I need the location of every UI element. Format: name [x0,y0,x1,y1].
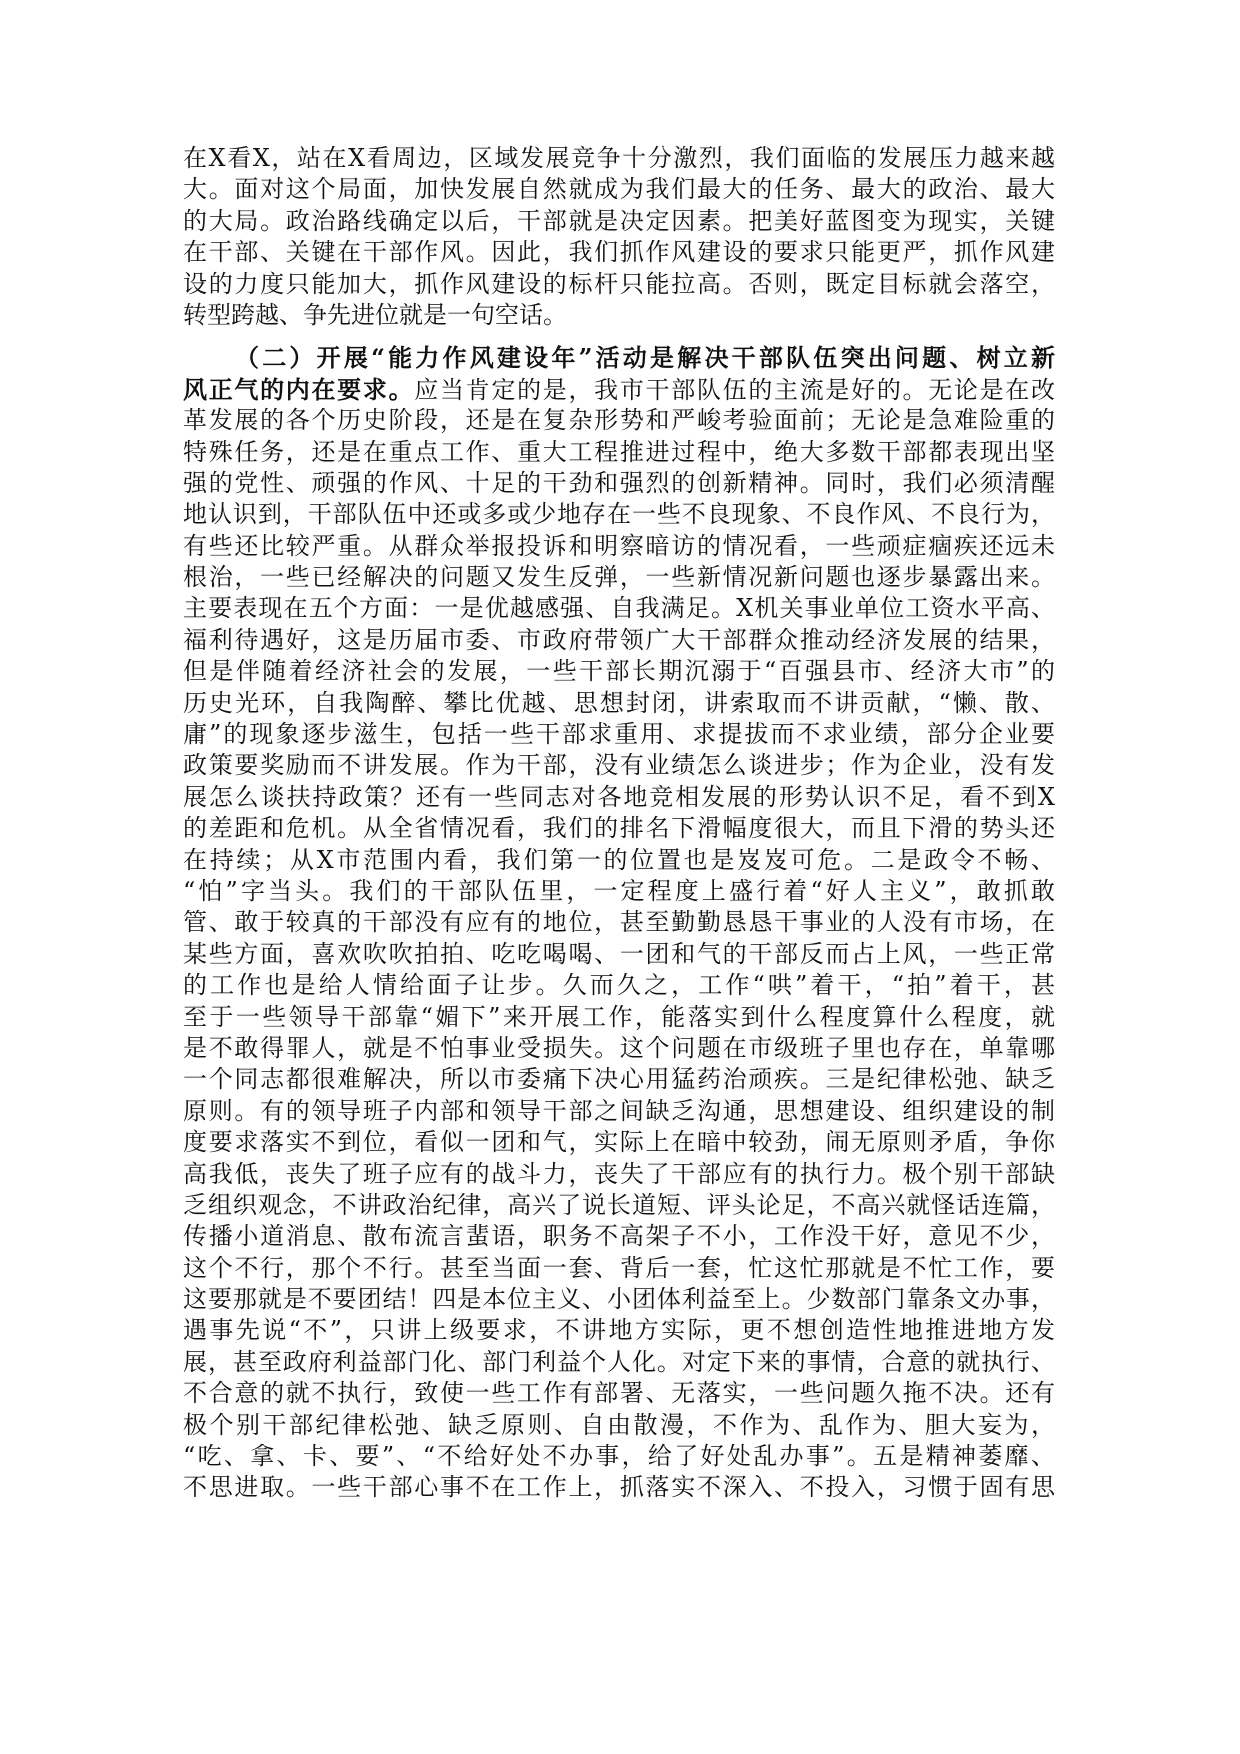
section-heading-line: （二）开展“能力作风建设年”活动是解决干部队伍突出问题、树立新 [235,343,1055,373]
paragraph-1 [183,143,1055,331]
text-line: 这要那就是不要团结！四是本位主义、小团体利益至上。少数部门靠条文办事， [183,1285,1055,1314]
text-line: 转型跨越、争先进位就是一句空话。 [183,300,567,329]
text-line: 至于一些领导干部靠“媚下”来开展工作，能落实到什么程度算什么程度，就 [183,1002,1055,1031]
text-segment: 应当肯定的是，我市干部队伍的主流是好的。无论是在改 [414,375,1055,404]
text-line: 展，甚至政府利益部门化、部门利益个人化。对定下来的事情，合意的就执行、 [183,1347,1055,1376]
text-line [183,374,1055,405]
text-line: 高我低，丧失了班子应有的战斗力，丧失了干部应有的执行力。极个别干部缺 [183,1159,1055,1188]
text-line: 不合意的就不执行，致使一些工作有部署、无落实，一些问题久拖不决。还有 [183,1379,1055,1408]
text-line: 传播小道消息、散布流言蜚语，职务不高架子不小，工作没干好，意见不少， [183,1222,1055,1251]
text-line: 的差距和危机。从全省情况看，我们的排名下滑幅度很大，而且下滑的势头还 [183,814,1055,843]
text-line: 某些方面，喜欢吹吹拍拍、吃吃喝喝、一团和气的干部反而占上风，一些正常 [183,939,1055,968]
text-line: 地认识到，干部队伍中还或多或少地存在一些不良现象、不良作风、不良行为， [183,500,1055,529]
text-line: 主要表现在五个方面：一是优越感强、自我满足。X机关事业单位工资水平高、 [183,594,1055,623]
text-line: 管、敢于较真的干部没有应有的地位，甚至勤勤恳恳干事业的人没有市场，在 [183,908,1055,937]
section-heading-end: 风正气的内在要求。 [183,374,415,404]
text-line: 是不敢得罪人，就是不怕事业受损失。这个问题在市级班子里也存在，单靠哪 [183,1033,1055,1062]
text-line: 大。面对这个局面，加快发展自然就成为我们最大的任务、最大的政治、最大 [183,175,1055,204]
text-line: 福利待遇好，这是历届市委、市政府带领广大干部群众推动经济发展的结果， [183,625,1055,654]
text-line: 原则。有的领导班子内部和领导干部之间缺乏沟通，思想建设、组织建设的制 [183,1096,1055,1125]
text-line: “怕”字当头。我们的干部队伍里，一定程度上盛行着“好人主义”，敢抓敢 [183,876,1055,905]
text-line: 的工作也是给人情给面子让步。久而久之，工作“哄”着干，“拍”着干，甚 [183,971,1055,1000]
text-line: 革发展的各个历史阶段，还是在复杂形势和严峻考验面前；无论是急难险重的 [183,406,1055,435]
text-line: 根治，一些已经解决的问题又发生反弹，一些新情况新问题也逐步暴露出来。 [183,563,1055,592]
text-line: 不思进取。一些干部心事不在工作上，抓落实不深入、不投入，习惯于固有思 [183,1473,1055,1502]
text-line: 庸”的现象逐步滋生，包括一些干部求重用、求提拔而不求业绩，部分企业要 [183,720,1055,749]
text-line: 设的力度只能加大，抓作风建设的标杆只能拉高。否则，既定目标就会落空， [183,269,1055,298]
text-line: 在持续；从X市范围内看，我们第一的位置也是岌岌可危。二是政令不畅、 [183,845,1055,874]
text-line: 一个同志都很难解决，所以市委痛下决心用猛药治顽疾。三是纪律松弛、缺乏 [183,1065,1055,1094]
text-line: 有些还比较严重。从群众举报投诉和明察暗访的情况看，一些顽症痼疾还远未 [183,531,1055,560]
paragraph-2 [183,342,1055,1503]
text-line: 这个不行，那个不行。甚至当面一套、背后一套，忙这忙那就是不忙工作，要 [183,1253,1055,1282]
text-line: 但是伴随着经济社会的发展，一些干部长期沉溺于“百强县市、经济大市”的 [183,657,1055,686]
text-line: 历史光环，自我陶醉、攀比优越、思想封闭，讲索取而不讲贡献，“懒、散、 [183,688,1055,717]
text-line: 在干部、关键在干部作风。因此，我们抓作风建设的要求只能更严，抓作风建 [183,238,1055,267]
text-line: 的大局。政治路线确定以后，干部就是决定因素。把美好蓝图变为现实，关键 [183,206,1055,235]
text-line: 特殊任务，还是在重点工作、重大工程推进过程中，绝大多数干部都表现出坚 [183,437,1055,466]
document-body [183,143,1055,1504]
text-line: 乏组织观念，不讲政治纪律，高兴了说长道短、评头论足，不高兴就怪话连篇， [183,1190,1055,1219]
text-line: “吃、拿、卡、要”、“不给好处不办事，给了好处乱办事”。五是精神萎靡、 [183,1442,1055,1471]
text-line: 强的党性、顽强的作风、十足的干劲和强烈的创新精神。同时，我们必须清醒 [183,468,1055,497]
text-line: 政策要奖励而不讲发展。作为干部，没有业绩怎么谈进步；作为企业，没有发 [183,751,1055,780]
text-line: 遇事先说“不”，只讲上级要求，不讲地方实际，更不想创造性地推进地方发 [183,1316,1055,1345]
text-line: 度要求落实不到位，看似一团和气，实际上在暗中较劲，闹无原则矛盾，争你 [183,1128,1055,1157]
text-line: 在X看X，站在X看周边，区域发展竞争十分激烈，我们面临的发展压力越来越 [183,144,1055,172]
text-line: 展怎么谈扶持政策？还有一些同志对各地竞相发展的形势认识不足，看不到X [183,782,1055,811]
text-line: 极个别干部纪律松弛、缺乏原则、自由散漫，不作为、乱作为、胆大妄为， [183,1410,1055,1439]
